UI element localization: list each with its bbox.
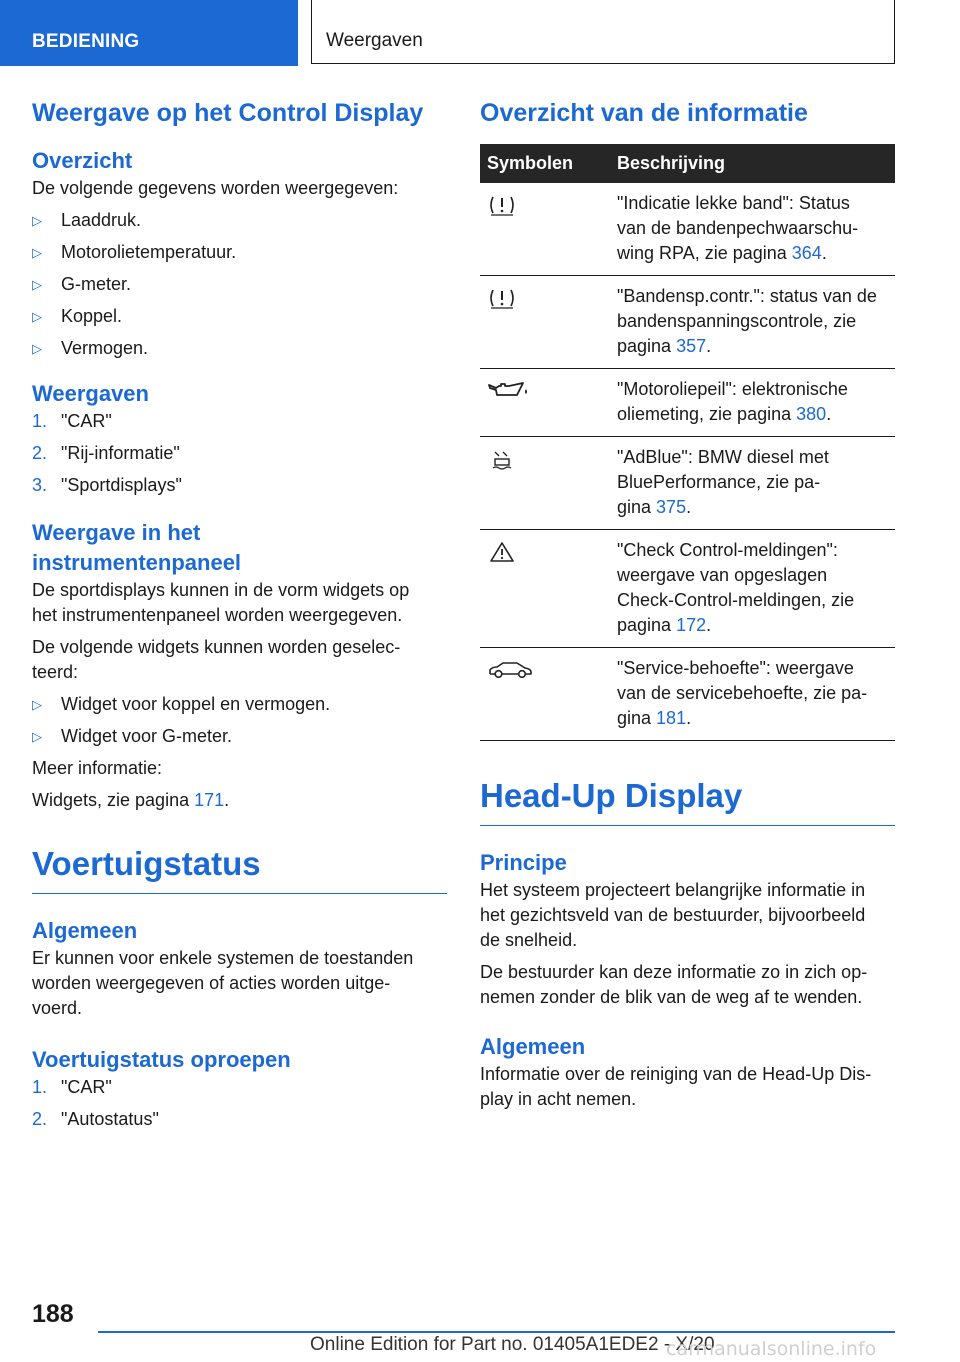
triangle-bullet-icon: ▷	[32, 341, 42, 356]
list-item: ▷ Widget voor koppel en vermogen.	[32, 692, 447, 717]
table-row	[480, 530, 895, 648]
heading-overzicht-info: Overzicht van de informatie	[480, 99, 808, 127]
algemeen-hud-paragraph: Informatie over de reiniging van de Head-Up Dis- play in acht nemen.	[480, 1064, 872, 1109]
principe-paragraph-1: Het systeem projecteert belangrijke informatie in het gezichtsveld van de bestuurder, bijvoorbeeld de snelheid.	[480, 880, 866, 950]
instr-paragraph-1: De sportdisplays kunnen in de vorm widgets op het instrumentenpaneel worden weergegeven.	[32, 580, 410, 625]
row-description: "AdBlue": BMW diesel met BluePerformance, zie pa- gina 375.	[610, 437, 895, 530]
list-item: 2. "Rij-informatie"	[32, 443, 180, 463]
footer-divider	[98, 1331, 895, 1333]
algemeen-paragraph: Er kunnen voor enkele systemen de toestanden worden weergegeven of acties worden uitge- voerd.	[32, 948, 414, 1018]
triangle-bullet-icon: ▷	[32, 245, 42, 260]
watermark: carmanualsonline.info	[666, 1338, 877, 1360]
right-column	[480, 96, 895, 1112]
tire-pressure-warning-icon	[487, 201, 517, 221]
page-number: 188	[32, 1300, 74, 1328]
page-link-181[interactable]: 181	[656, 708, 687, 728]
heading-algemeen: Algemeen	[32, 918, 138, 943]
warning-triangle-icon	[487, 548, 517, 568]
table-row	[480, 369, 895, 437]
list-item: 2. "Autostatus"	[32, 1109, 159, 1129]
section-tab: BEDIENING	[0, 0, 298, 66]
heading-oproepen: Voertuigstatus oproepen	[32, 1047, 291, 1072]
heading-hud: Head-Up Display	[480, 775, 895, 826]
list-item: ▷ Laaddruk.	[32, 208, 447, 233]
triangle-bullet-icon: ▷	[32, 213, 42, 228]
widget-list	[32, 692, 447, 749]
table-row	[480, 276, 895, 369]
table-header-row	[480, 144, 895, 183]
heading-overzicht: Overzicht	[32, 148, 133, 173]
page-link-171[interactable]: 171	[194, 790, 225, 810]
oproepen-steps	[32, 1075, 447, 1132]
table-row	[480, 648, 895, 741]
heading-voertuigstatus: Voertuigstatus	[32, 843, 447, 894]
list-item: ▷ Vermogen.	[32, 336, 447, 361]
left-column	[32, 96, 447, 1132]
list-item: ▷ Motorolietemperatuur.	[32, 240, 447, 265]
overzicht-intro: De volgende gegevens worden weergegeven:	[32, 178, 399, 198]
heading-control-display: Weergave op het Control Display	[32, 99, 424, 127]
page-link-380[interactable]: 380	[796, 404, 827, 424]
table-row	[480, 437, 895, 530]
page-link-357[interactable]: 357	[676, 336, 707, 356]
edition-text: Online Edition for Part no. 01405A1EDE2 - X/20	[310, 1334, 715, 1355]
row-description: "Indicatie lekke band": Status van de bandenpechwaarschu- wing RPA, zie pagina 364.	[610, 183, 895, 276]
principe-paragraph-2: De bestuurder kan deze informatie zo in zich op- nemen zonder de blik van de weg af te wenden.	[480, 962, 868, 1007]
triangle-bullet-icon: ▷	[32, 277, 42, 292]
triangle-bullet-icon: ▷	[32, 309, 42, 324]
row-description: "Check Control-meldingen": weergave van opgeslagen Check-Control-meldingen, zie pagina 172.	[610, 530, 895, 648]
symbols-table	[480, 144, 895, 741]
list-item: 1. "CAR"	[32, 1077, 112, 1097]
row-description: "Motoroliepeil": elektronische oliemeting, zie pagina 380.	[610, 369, 895, 437]
car-service-icon	[487, 666, 535, 686]
triangle-bullet-icon: ▷	[32, 729, 42, 744]
list-item: ▷ Koppel.	[32, 304, 447, 329]
widgets-reference: Widgets, zie pagina 171.	[32, 790, 230, 810]
chapter-title: Weergaven	[311, 0, 895, 64]
page-link-364[interactable]: 364	[791, 243, 822, 263]
row-description: "Service-behoefte": weergave van de servicebehoefte, zie pa- gina 181.	[610, 648, 895, 741]
heading-principe: Principe	[480, 850, 567, 875]
heading-algemeen-hud: Algemeen	[480, 1034, 586, 1059]
adblue-icon	[487, 455, 517, 475]
list-item: ▷ G-meter.	[32, 272, 447, 297]
oil-can-icon	[487, 387, 531, 407]
list-item: 3. "Sportdisplays"	[32, 475, 182, 495]
list-item: 1. "CAR"	[32, 411, 112, 431]
page-link-375[interactable]: 375	[656, 497, 687, 517]
page-header	[0, 0, 960, 66]
table-row	[480, 183, 895, 276]
page-link-172[interactable]: 172	[676, 615, 707, 635]
triangle-bullet-icon: ▷	[32, 697, 42, 712]
tire-pressure-monitor-icon	[487, 294, 517, 314]
heading-instrumentenpaneel: Weergave in het instrumentenpaneel	[32, 520, 242, 575]
weergaven-steps	[32, 409, 447, 498]
list-item: ▷ Widget voor G-meter.	[32, 724, 447, 749]
instr-paragraph-2: De volgende widgets kunnen worden geselec- teerd:	[32, 637, 401, 682]
heading-weergaven: Weergaven	[32, 381, 149, 406]
meer-informatie: Meer informatie:	[32, 758, 163, 778]
col-header-symbolen: Symbolen	[480, 144, 610, 183]
col-header-beschrijving: Beschrijving	[610, 144, 895, 183]
row-description: "Bandensp.contr.": status van de bandenspanningscontrole, zie pagina 357.	[610, 276, 895, 369]
overzicht-list	[32, 208, 447, 361]
